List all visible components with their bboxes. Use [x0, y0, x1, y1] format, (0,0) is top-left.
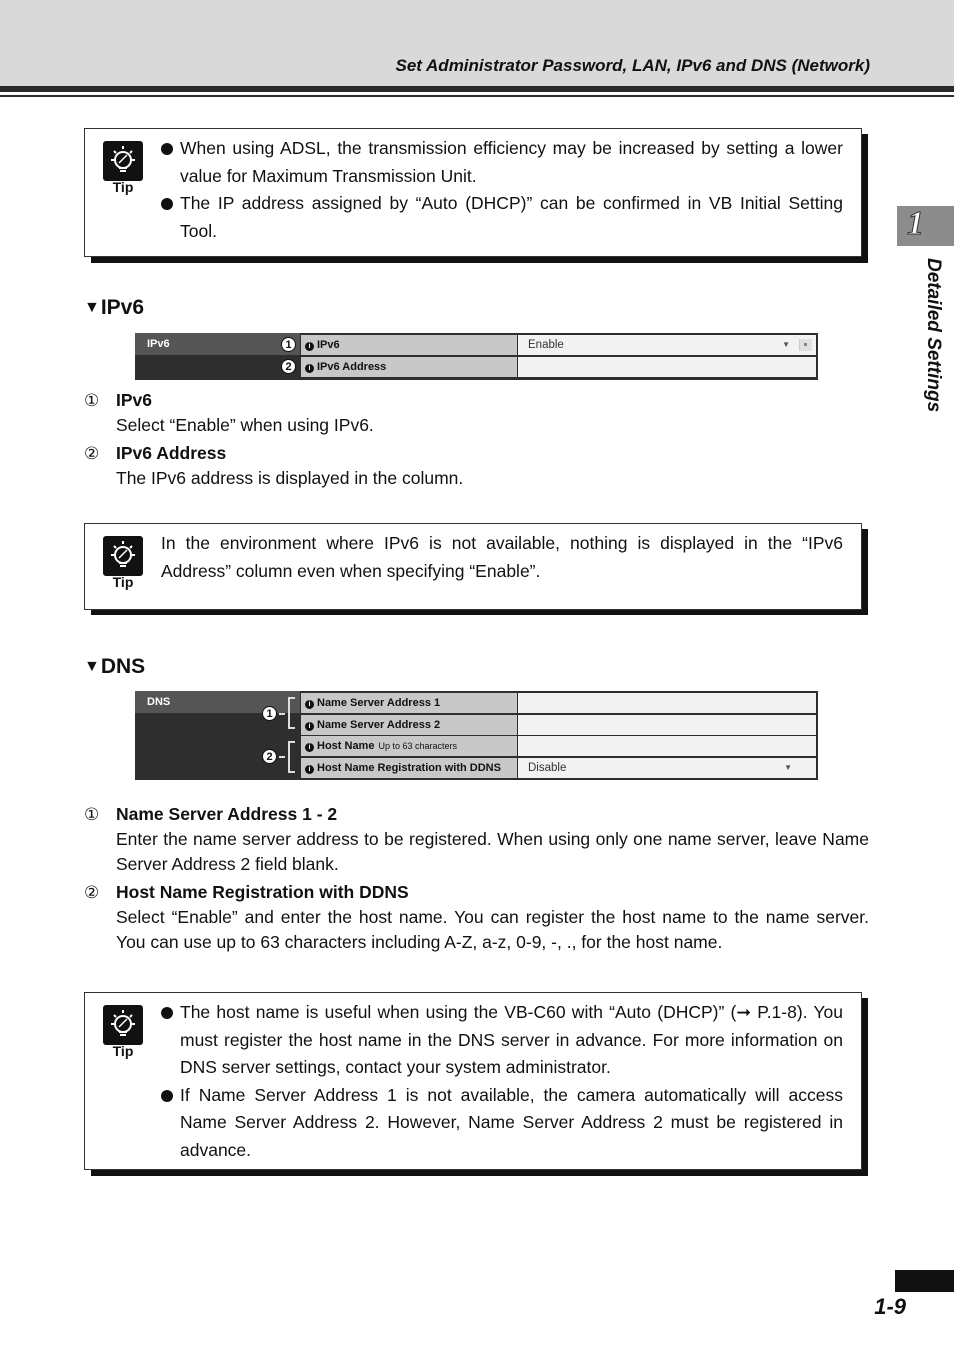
dns-item-2: ② Host Name Registration with DDNS Select “Enable” and enter the host name. You can register the host name to the name server. You can use up to 63 characters including A-Z, a-z, 0-9, -, ., for the host name. [84, 882, 869, 952]
bullet-icon [161, 1007, 173, 1019]
header-rule [0, 86, 954, 92]
ipv6-item-2: ② IPv6 Address The IPv6 address is displayed in the column. [84, 443, 464, 488]
dropdown-arrow-icon: ▼ [782, 340, 790, 349]
bullet-icon [161, 1090, 173, 1102]
bullet-icon [161, 143, 173, 155]
ipv6-settings-panel [135, 333, 818, 380]
callout-2: 2 [262, 749, 277, 764]
tip-box-ipv6 [84, 523, 862, 610]
section-heading-ipv6: ▼IPv6 [84, 296, 145, 319]
triangle-down-icon: ▼ [84, 299, 100, 316]
scrollbar[interactable] [799, 339, 812, 351]
info-icon: i [305, 700, 314, 709]
lightbulb-icon [103, 1005, 143, 1045]
row-label: i IPv6 Address [301, 357, 517, 377]
dropdown-arrow-icon: ▼ [784, 763, 792, 772]
header-rule-thin [0, 95, 954, 97]
chapter-tab [897, 206, 954, 246]
page-number: 1-9 [874, 1294, 906, 1319]
callout-1: 1 [281, 337, 296, 352]
dns-item-1: ① Name Server Address 1 - 2 Enter the name server address to be registered. When using only one name server, leave Name Server Address 2 field blank. [84, 804, 869, 874]
tip-label: Tip [112, 574, 134, 590]
row-label: i Host Name Registration with DDNS [301, 758, 517, 778]
ddns-select[interactable]: Disable ▼ [518, 758, 816, 778]
tip-box-shadow-side [862, 998, 868, 1176]
host-name-input[interactable] [518, 736, 816, 756]
info-icon: i [305, 765, 314, 774]
tip-bullet: If Name Server Address 1 is not available, the camera automatically will access Name Server Address 2. However, Name Server Address 2 must be registered in advance. [161, 1082, 843, 1165]
settings-row-host-name [301, 736, 816, 756]
settings-row-ddns [301, 758, 816, 778]
settings-row-ipv6 [301, 335, 816, 355]
section-heading-dns: ▼DNS [84, 655, 146, 678]
tip-bullet: The host name is useful when using the VB-C60 with “Auto (DHCP)” (➞ P.1-8). You must register the host name in the DNS server in advance. For more information on DNS server settings, contact your system administrator. [161, 999, 843, 1082]
tip-box-shadow-side [862, 529, 868, 615]
triangle-down-icon: ▼ [84, 658, 100, 675]
name-server-2-input[interactable] [518, 715, 816, 735]
settings-row-name-server-2 [301, 715, 816, 735]
info-icon: i [305, 342, 314, 351]
ipv6-item-1: ① IPv6 Select “Enable” when using IPv6. [84, 390, 374, 435]
tip-text [161, 999, 843, 1164]
ipv6-address-field [518, 357, 816, 377]
lightbulb-icon [103, 141, 143, 181]
callout-bracket [288, 741, 295, 773]
tip-bullet: When using ADSL, the transmission efficiency may be increased by setting a lower value for Maximum Transmission Unit. [161, 135, 843, 190]
tip-box-shadow-side [862, 134, 868, 263]
tip-bullet: The IP address assigned by “Auto (DHCP)” can be confirmed in VB Initial Setting Tool. [161, 190, 843, 245]
callout-bracket [288, 697, 295, 729]
tip-text [161, 135, 843, 245]
tip-box-shadow [91, 1169, 868, 1176]
panel-title: IPv6 [135, 333, 300, 355]
lightbulb-icon [103, 536, 143, 576]
tip-text: In the environment where IPv6 is not available, nothing is displayed in the “IPv6 Address” column even when specifying “Enable”. [161, 533, 843, 581]
row-label: i Name Server Address 2 [301, 715, 517, 735]
row-label: i IPv6 [301, 335, 517, 355]
tip-box-adsl [84, 128, 862, 257]
info-icon: i [305, 743, 314, 752]
callout-connector [279, 756, 285, 758]
tip-box-dns [84, 992, 862, 1170]
callout-2: 2 [281, 359, 296, 374]
info-icon: i [305, 364, 314, 373]
info-icon: i [305, 722, 314, 731]
bullet-icon [161, 198, 173, 210]
dns-settings-panel [135, 691, 818, 780]
settings-row-name-server-1 [301, 693, 816, 713]
chapter-number: 1 [907, 205, 924, 242]
tip-label: Tip [112, 1043, 134, 1059]
callout-1: 1 [262, 706, 277, 721]
row-label: i Name Server Address 1 [301, 693, 517, 713]
chapter-label: Detailed Settings [923, 258, 944, 413]
callout-connector [279, 713, 285, 715]
settings-row-ipv6-address [301, 357, 816, 377]
tip-box-shadow [91, 256, 868, 263]
tip-label: Tip [112, 179, 134, 195]
name-server-1-input[interactable] [518, 693, 816, 713]
ipv6-select[interactable]: Enable ▼ [518, 335, 816, 355]
page-marker [895, 1270, 954, 1292]
row-label: i Host Name Up to 63 characters [301, 736, 517, 756]
page-header-title: Set Administrator Password, LAN, IPv6 and DNS (Network) [395, 56, 870, 75]
panel-title: DNS [135, 691, 300, 713]
